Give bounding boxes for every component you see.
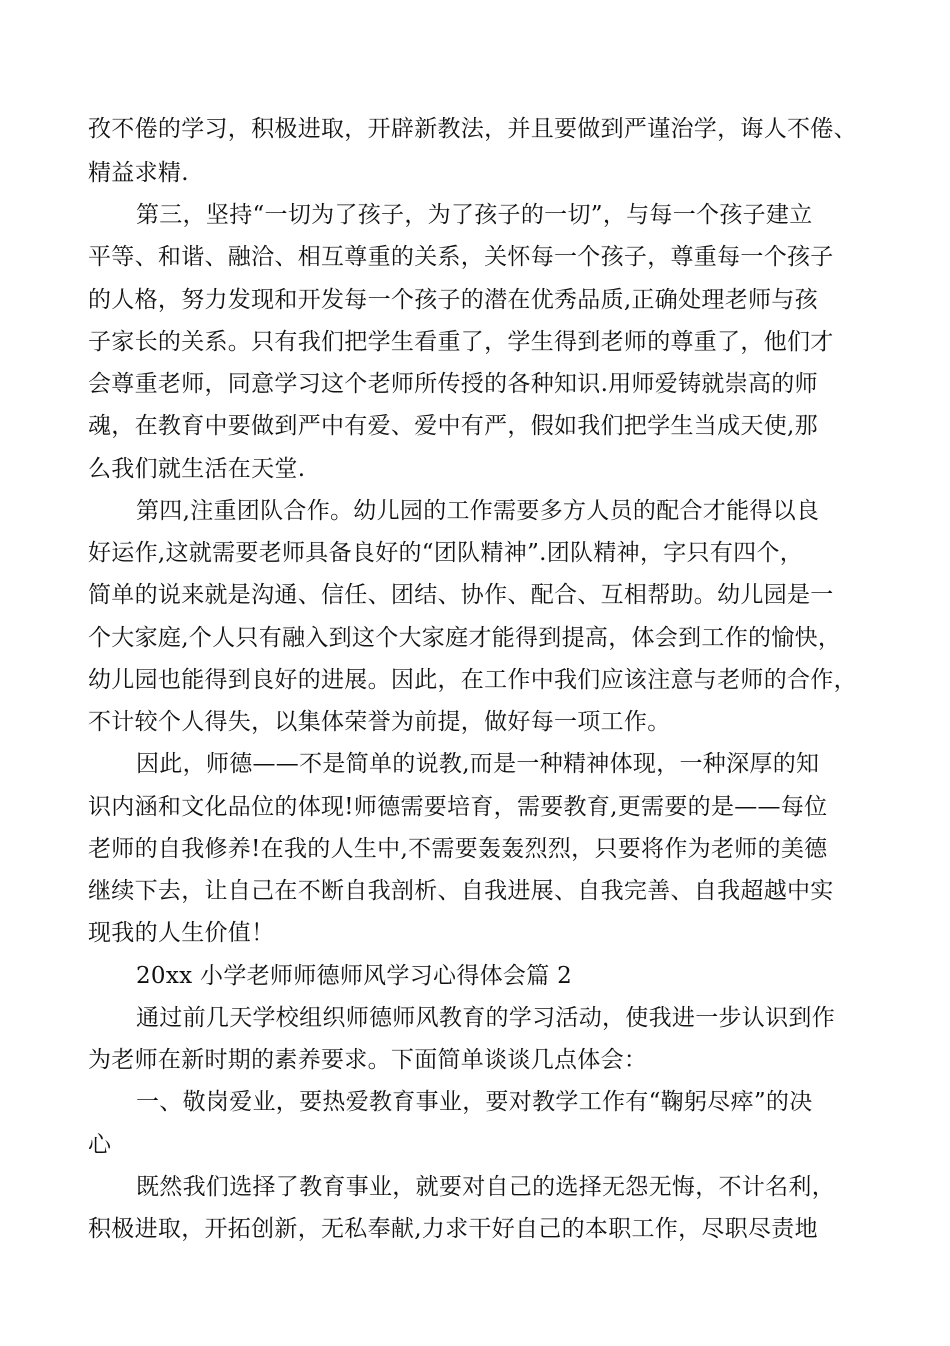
- text-line: 继续下去，让自己在不断自我剖析、自我进展、自我完善、自我超越中实: [88, 878, 834, 904]
- text-line: 的人格，努力发现和开发每一个孩子的潜在优秀品质,正确处理老师与孩: [88, 287, 818, 313]
- text-line: 魂，在教育中要做到严中有爱、爱中有严，假如我们把学生当成天使,那: [88, 413, 818, 439]
- text-line: 不计较个人得失，以集体荣誉为前提，做好每一项工作。: [88, 709, 671, 735]
- paragraph-start-line: 既然我们选择了教育事业，就要对自己的选择无怨无悔，不计名利，: [136, 1174, 835, 1200]
- text-line: 么我们就生活在天堂.: [88, 456, 306, 482]
- paragraph-start-line: 因此，师德——不是简单的说教,而是一种精神体现，一种深厚的知: [136, 751, 820, 777]
- text-line: 幼儿园也能得到良好的进展。因此，在工作中我们应该注意与老师的合作，: [88, 667, 857, 693]
- text-line: 心: [88, 1132, 112, 1158]
- paragraph-start-line: 第四,注重团队合作。幼儿园的工作需要多方人员的配合才能得以良: [136, 498, 820, 524]
- text-line: 平等、和谐、融洽、相互尊重的关系，关怀每一个孩子，尊重每一个孩子: [88, 244, 834, 270]
- text-line: 孜不倦的学习，积极进取，开辟新教法，并且要做到严谨治学，诲人不倦、: [88, 116, 857, 142]
- text-line: 简单的说来就是沟通、信任、团结、协作、配合、互相帮助。幼儿园是一: [88, 582, 834, 608]
- text-line: 现我的人生价值！: [88, 920, 275, 946]
- text-line: 老师的自我修养!在我的人生中,不需要轰轰烈烈，只要将作为老师的美德: [88, 836, 828, 862]
- paragraph-start-line: 第三，坚持“一切为了孩子，为了孩子的一切”，与每一个孩子建立: [136, 202, 813, 228]
- text-line: 会尊重老师，同意学习这个老师所传授的各种知识.用师爱铸就崇高的师: [88, 371, 818, 397]
- text-line: 子家长的关系。只有我们把学生看重了，学生得到老师的尊重了，他们才: [88, 329, 834, 355]
- text-line: 好运作,这就需要老师具备良好的“团队精神”.团队精神，字只有四个，: [88, 540, 804, 566]
- text-line: 精益求精.: [88, 160, 189, 186]
- text-line: 为老师在新时期的素养要求。下面简单谈谈几点体会：: [88, 1047, 648, 1073]
- section-heading: 20xx 小学老师师德师风学习心得体会篇 2: [136, 963, 573, 989]
- text-line: 个大家庭,个人只有融入到这个大家庭才能得到提高，体会到工作的愉快，: [88, 625, 842, 651]
- text-line: 识内涵和文化品位的体现!师德需要培育，需要教育,更需要的是——每位: [88, 794, 828, 820]
- paragraph-start-line: 通过前几天学校组织师德师风教育的学习活动，使我进一步认识到作: [136, 1005, 835, 1031]
- subheading-line: 一、敬岗爱业，要热爱教育事业，要对教学工作有“鞠躬尽瘁”的决: [136, 1089, 813, 1115]
- text-line: 积极进取，开拓创新，无私奉献,力求干好自己的本职工作，尽职尽责地: [88, 1216, 818, 1242]
